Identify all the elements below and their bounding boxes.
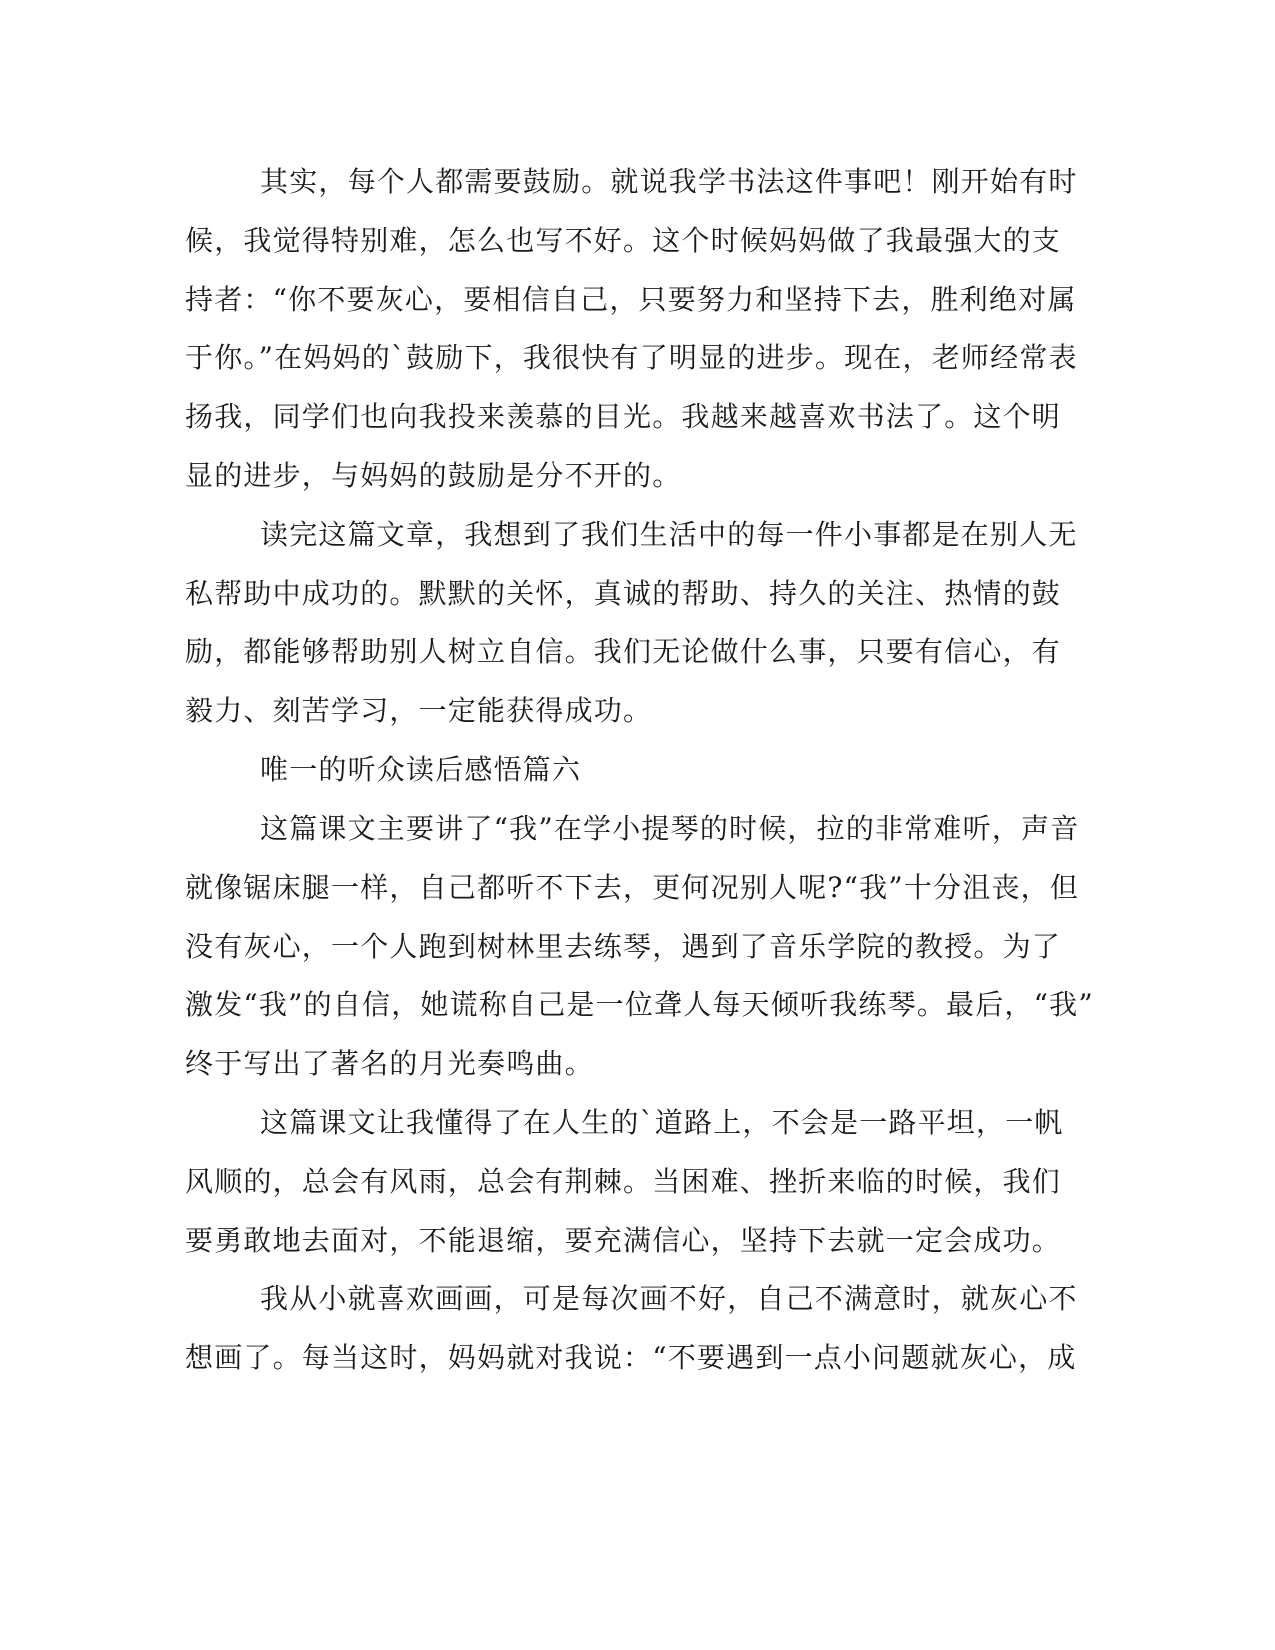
text-line: 励，都能够帮助别人树立自信。我们无论做什么事，只要有信心，有 bbox=[185, 635, 1062, 668]
text-line: 候，我觉得特别难，怎么也写不好。这个时候妈妈做了我最强大的支 bbox=[185, 224, 1062, 257]
text-line: 持者：“你不要灰心，要相信自己，只要努力和坚持下去，胜利绝对属 bbox=[185, 283, 1077, 316]
text-line: 风顺的，总会有风雨，总会有荆棘。当困难、挫折来临的时候，我们 bbox=[185, 1165, 1062, 1198]
text-line: 读完这篇文章，我想到了我们生活中的每一件小事都是在别人无 bbox=[260, 518, 1078, 551]
text-line: 其实，每个人都需要鼓励。就说我学书法这件事吧！刚开始有时 bbox=[260, 165, 1078, 198]
section-heading: 唯一的听众读后感悟篇六 bbox=[260, 753, 582, 786]
text-line: 私帮助中成功的。默默的关怀，真诚的帮助、持久的关注、热情的鼓 bbox=[185, 577, 1062, 610]
text-line: 想画了。每当这时，妈妈就对我说：“不要遇到一点小问题就灰心，成 bbox=[185, 1341, 1077, 1374]
text-line: 就像锯床腿一样，自己都听不下去，更何况别人呢?“我”十分沮丧，但 bbox=[185, 871, 1080, 904]
text-line: 没有灰心，一个人跑到树林里去练琴，遇到了音乐学院的教授。为了 bbox=[185, 930, 1062, 963]
text-line: 于你。”在妈妈的`鼓励下，我很快有了明显的进步。现在，老师经常表 bbox=[185, 341, 1078, 374]
text-line: 这篇课文让我懂得了在人生的`道路上，不会是一路平坦，一帆 bbox=[260, 1106, 1064, 1139]
text-line: 激发“我”的自信，她谎称自己是一位聋人每天倾听我练琴。最后，“我” bbox=[185, 988, 1094, 1021]
text-line: 终于写出了著名的月光奏鸣曲。 bbox=[185, 1047, 594, 1080]
text-line: 扬我，同学们也向我投来羡慕的目光。我越来越喜欢书法了。这个明 bbox=[185, 400, 1062, 433]
text-line: 我从小就喜欢画画，可是每次画不好，自己不满意时，就灰心不 bbox=[260, 1282, 1078, 1315]
text-line: 毅力、刻苦学习，一定能获得成功。 bbox=[185, 694, 653, 727]
text-line: 这篇课文主要讲了“我”在学小提琴的时候，拉的非常难听，声音 bbox=[260, 812, 1080, 845]
text-line: 要勇敢地去面对，不能退缩，要充满信心，坚持下去就一定会成功。 bbox=[185, 1224, 1062, 1257]
text-line: 显的进步，与妈妈的鼓励是分不开的。 bbox=[185, 459, 682, 492]
